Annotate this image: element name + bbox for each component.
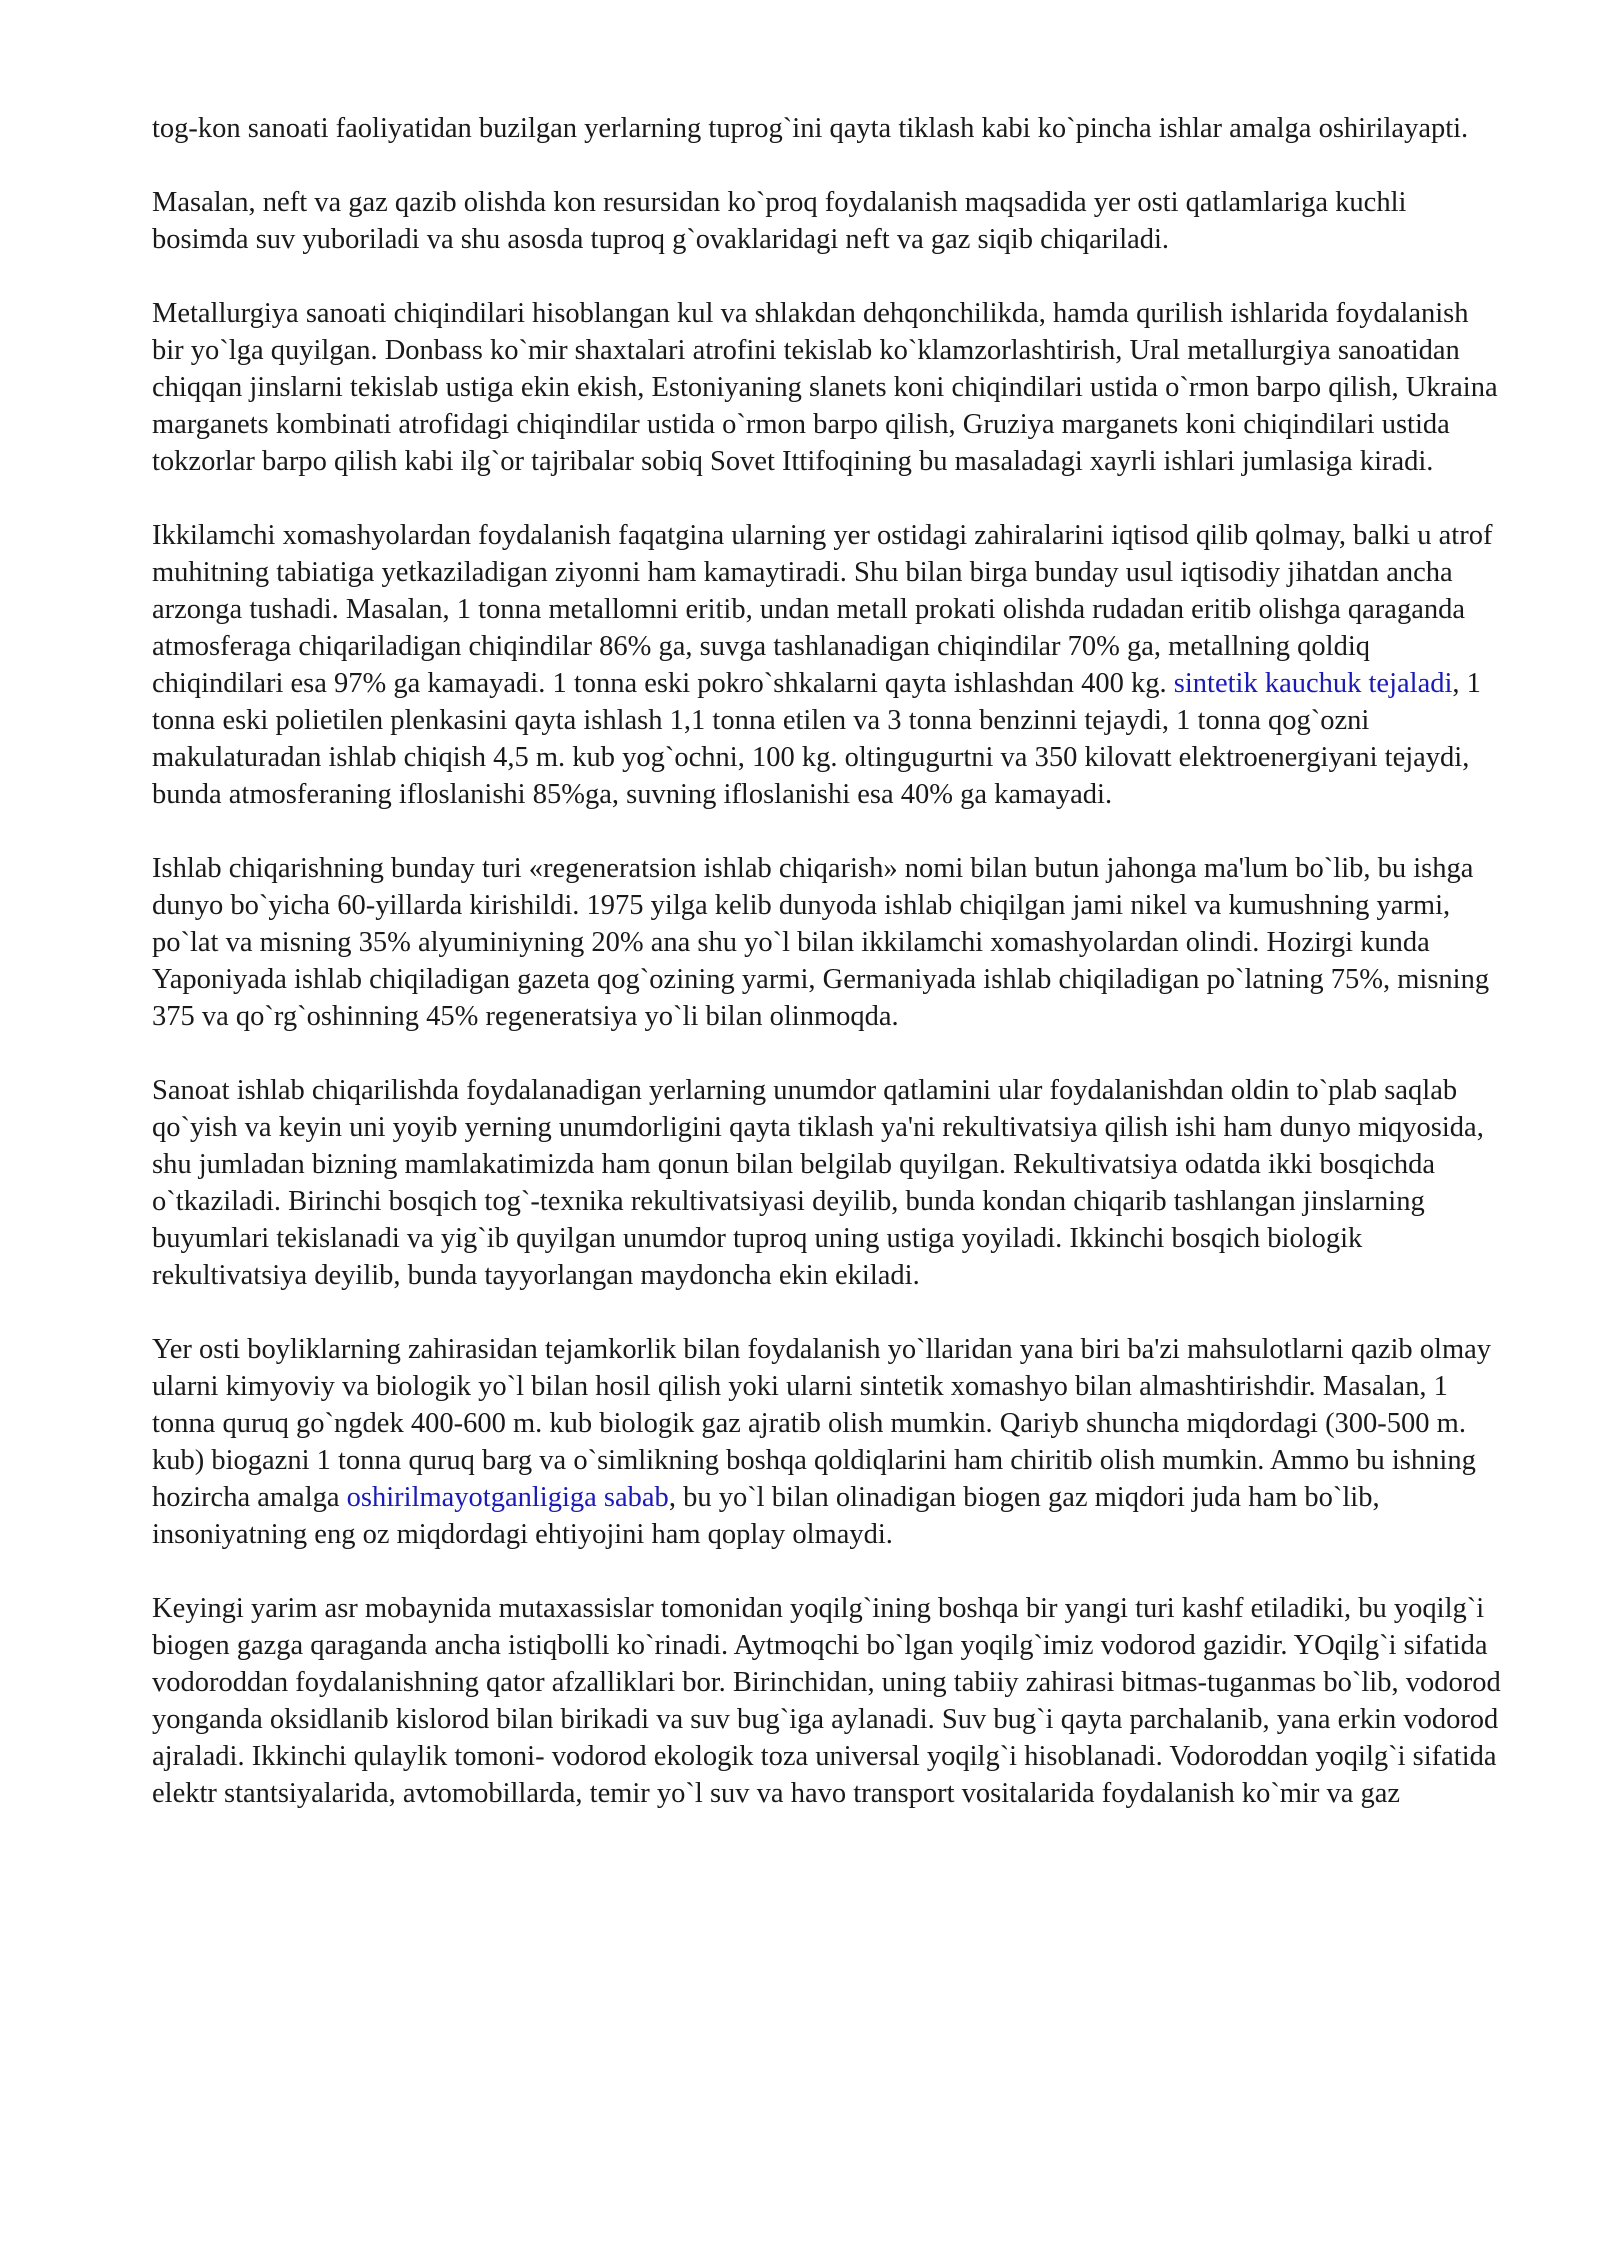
paragraph-text: , bu yo`l bilan olinadigan biogen gaz miqdori juda ham bo`lib, insoniyatning eng oz miqdordagi ehtiyojini ham qoplay olmaydi. <box>152 1482 1380 1550</box>
paragraph-text: Ikkilamchi xomashyolardan foydalanish faqatgina ularning yer ostidagi zahiralarini iqtisod qilib qolmay, balki u atrof muhitning tabiatiga yetkaziladigan ziyonni ham kamaytiradi. Shu bilan birga bunday usul iqtisodiy jihatdan ancha arzonga tushadi. Masalan, 1 tonna metallomni eritib, undan metall prokati olishda rudadan eritib olishga qaraganda atmosferaga chiqariladigan chiqindilar 86% ga, suvga tashlanadigan chiqindilar 70% ga, metallning qoldiq chiqindilari esa 97% ga kamayadi. 1 tonna eski pokro`shkalarni qayta ishlashdan 400 kg. <box>152 520 1493 699</box>
paragraph-hydrogen-fuel: Keyingi yarim asr mobaynida mutaxassislar tomonidan yoqilg`ining boshqa bir yangi turi kashf etiladiki, bu yoqilg`i biogen gazga qaraganda ancha istiqbolli ko`rinadi. Aytmoqchi bo`lgan yoqilg`imiz vodorod gazidir. YOqilg`i sifatida vodoroddan foydalanishning qator afzalliklari bor. Birinchidan, uning tabiiy zahirasi bitmas-tuganmas bo`lib, vodorod yonganda oksidlanib kislorod bilan birikadi va suv bug`iga aylanadi. Suv bug`i qayta parchalanib, yana erkin vodorod ajraladi. Ikkinchi qulaylik tomoni- vodorod ekologik toza universal yoqilg`i hisoblanadi. Vodoroddan yoqilg`i sifatida elektr stantsiyalarida, avtomobillarda, temir yo`l suv va havo transport vositalarida foydalanish ko`mir va gaz <box>152 1593 1501 1809</box>
paragraph-text: Yer osti boyliklarning zahirasidan tejamkorlik bilan foydalanish yo`llaridan yana biri ba'zi mahsulotlarni qazib olmay ularni kimyoviy va biologik yo`l bilan hosil qilish yoki ularni sintetik xomashyo bilan almashtirishdir. Masalan, 1 tonna quruq go`ngdek 400-600 m. kub biologik gaz ajratib olish mumkin. Qariyb shuncha miqdordagi (300-500 m. kub) biogazni 1 tonna quruq barg va o`simlikning boshqa qoldiqlarini ham chiritib olish mumkin. Ammo bu ishning hozircha amalga <box>152 1334 1492 1513</box>
link-synthetic-rubber[interactable]: sintetik kauchuk tejaladi <box>1173 668 1453 699</box>
paragraph-biogas <box>152 1331 1502 1553</box>
paragraph-land-restoration: tog-kon sanoati faoliyatidan buzilgan yerlarning tuprog`ini qayta tiklash kabi ko`pincha ishlar amalga oshirilayapti. <box>152 113 1469 144</box>
document-page <box>152 110 1502 1849</box>
paragraph-oil-gas-extraction: Masalan, neft va gaz qazib olishda kon resursidan ko`proq foydalanish maqsadida yer osti qatlamlariga kuchli bosimda suv yuboriladi va shu asosda tuproq g`ovaklaridagi neft va gaz siqib chiqariladi. <box>152 187 1407 255</box>
paragraph-recultivation: Sanoat ishlab chiqarilishda foydalanadigan yerlarning unumdor qatlamini ular foydalanishdan oldin to`plab saqlab qo`yish va keyin uni yoyib yerning unumdorligini qayta tiklash ya'ni rekultivatsiya qilish ishi ham dunyo miqyosida, shu jumladan bizning mamlakatimizda ham qonun bilan belgilab quyilgan. Rekultivatsiya odatda ikki bosqichda o`tkaziladi. Birinchi bosqich tog`-texnika rekultivatsiyasi deyilib, bunda kondan chiqarib tashlangan jinslarning buyumlari tekislanadi va yig`ib quyilgan unumdor tuproq uning ustiga yoyiladi. Ikkinchi bosqich biologik rekultivatsiya deyilib, bunda tayyorlangan maydoncha ekin ekiladi. <box>152 1075 1484 1291</box>
paragraph-regeneration-production: Ishlab chiqarishning bunday turi «regeneratsion ishlab chiqarish» nomi bilan butun jahonga ma'lum bo`lib, bu ishga dunyo bo`yicha 60-yillarda kirishildi. 1975 yilga kelib dunyoda ishlab chiqilgan jami nikel va kumushning yarmi, po`lat va misning 35% alyuminiyning 20% ana shu yo`l bilan ikkilamchi xomashyolardan olindi. Hozirgi kunda Yaponiyada ishlab chiqiladigan gazeta qog`ozining yarmi, Germaniyada ishlab chiqiladigan po`latning 75%, misning 375 va qo`rg`oshinning 45% regeneratsiya yo`li bilan olinmoqda. <box>152 853 1490 1032</box>
paragraph-secondary-raw-materials <box>152 517 1502 813</box>
link-not-implemented-reason[interactable]: oshirilmayotganligiga sabab <box>346 1482 669 1513</box>
paragraph-metallurgy-waste: Metallurgiya sanoati chiqindilari hisoblangan kul va shlakdan dehqonchilikda, hamda qurilish ishlarida foydalanish bir yo`lga quyilgan. Donbass ko`mir shaxtalari atrofini tekislab ko`klamzorlashtirish, Ural metallurgiya sanoatidan chiqqan jinslarni tekislab ustiga ekin ekish, Estoniyaning slanets koni chiqindilari ustida o`rmon barpo qilish, Ukraina marganets kombinati atrofidagi chiqindilar ustida o`rmon barpo qilish, Gruziya marganets koni chiqindilari ustida tokzorlar barpo qilish kabi ilg`or tajribalar sobiq Sovet Ittifoqining bu masaladagi xayrli ishlari jumlasiga kiradi. <box>152 298 1498 477</box>
paragraph-text: , 1 tonna eski polietilen plenkasini qayta ishlash 1,1 tonna etilen va 3 tonna benzinni tejaydi, 1 tonna qog`ozni makulaturadan ishlab chiqish 4,5 m. kub yog`ochni, 100 kg. oltingugurtni va 350 kilovatt elektroenergiyani tejaydi, bunda atmosferaning ifloslanishi 85%ga, suvning ifloslanishi esa 40% ga kamayadi. <box>152 668 1481 810</box>
